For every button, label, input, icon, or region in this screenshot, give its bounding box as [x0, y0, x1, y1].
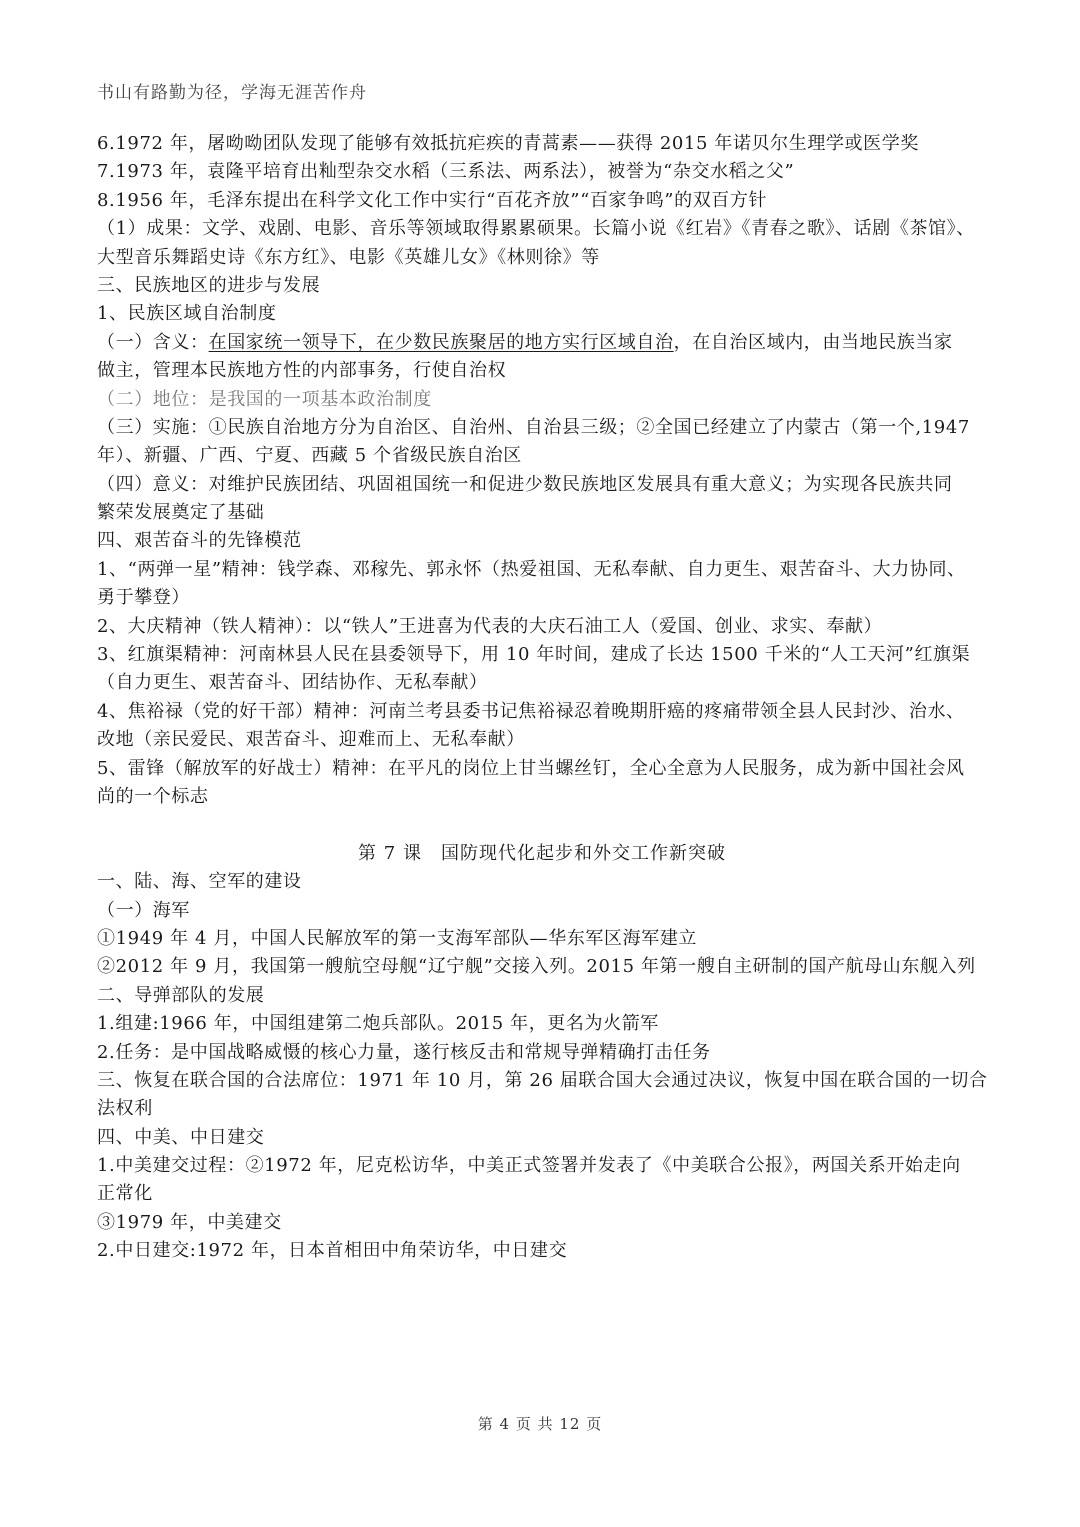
text-line: 1.组建:1966 年，中国组建第二炮兵部队。2015 年，更名为火箭军 [97, 1013, 659, 1035]
section-heading: 一、陆、海、空军的建设 [97, 871, 302, 893]
text-line: 1、“两弹一星”精神：钱学森、邓稼先、郭永怀（热爱祖国、无私奉献、自力更生、艰苦奋斗、大力协同、 [97, 558, 966, 580]
section-heading: 二、导弹部队的发展 [97, 984, 265, 1006]
text-line: （二）地位：是我国的一项基本政治制度 [97, 388, 432, 410]
text-line: ①1949 年 4 月，中国人民解放军的第一支海军部队—华东军区海军建立 [97, 927, 698, 949]
text-line: 年）、新疆、广西、宁夏、西藏 5 个省级民族自治区 [97, 445, 522, 467]
text-line: 2.中日建交:1972 年，日本首相田中角荣访华，中日建交 [97, 1240, 568, 1262]
text-line: 7.1973 年，袁隆平培育出籼型杂交水稻（三系法、两系法），被誉为“杂交水稻之父” [97, 161, 795, 183]
text-line: 法权利 [97, 1098, 153, 1120]
text-line: （自力更生、艰苦奋斗、团结协作、无私奉献） [97, 672, 488, 694]
text-line: （1）成果：文学、戏剧、电影、音乐等领域取得累累硕果。长篇小说《红岩》《青春之歌》、话剧《茶馆》、 [97, 218, 975, 240]
text-line: ③1979 年，中美建交 [97, 1211, 282, 1233]
text-line: 5、雷锋（解放军的好战士）精神：在平凡的岗位上甘当螺丝钉，全心全意为人民服务，成为新中国社会风 [97, 757, 965, 779]
lesson-title: 第 7 课 国防现代化起步和外交工作新突破 [358, 842, 726, 864]
text-line: 6.1972 年，屠呦呦团队发现了能够有效抵抗疟疾的青蒿素——获得 2015 年诺贝尔生理学或医学奖 [97, 133, 919, 154]
meaning-suffix: ，在自治区域内，由当地民族当家 [673, 331, 953, 353]
subsection-heading: （一）海军 [97, 899, 190, 921]
text-line: （四）意义：对维护民族团结、巩固祖国统一和促进少数民族地区发展具有重大意义；为实现各民族共同 [97, 473, 953, 495]
text-line: 尚的一个标志 [97, 785, 209, 807]
meaning-prefix: （一）含义： [97, 331, 209, 353]
text-line: 勇于攀登） [97, 587, 190, 609]
document-body [97, 130, 987, 1266]
text-line: 正常化 [97, 1183, 153, 1205]
text-line: 1.中美建交过程：②1972 年，尼克松访华，中美正式签署并发表了《中美联合公报》，两国关系开始走向 [97, 1155, 961, 1177]
section-heading: 四、中美、中日建交 [97, 1126, 265, 1148]
meaning-line [97, 329, 987, 357]
text-line: 3、红旗渠精神：河南林县人民在县委领导下，用 10 年时间，建成了长达 1500 千米的“人工天河”红旗渠 [97, 644, 971, 666]
section-heading: 四、艰苦奋斗的先锋模范 [97, 530, 302, 552]
section-heading: 三、民族地区的进步与发展 [97, 274, 321, 296]
meaning-underlined: 在国家统一领导下，在少数民族聚居的地方实行区域自治 [208, 331, 674, 353]
text-line: 2.任务：是中国战略威慑的核心力量，遂行核反击和常规导弹精确打击任务 [97, 1041, 711, 1063]
blank-line [97, 811, 987, 839]
text-line: ②2012 年 9 月，我国第一艘航空母舰“辽宁舰”交接入列。2015 年第一艘自主研制的国产航母山东舰入列 [97, 956, 976, 978]
text-line: 大型音乐舞蹈史诗《东方红》、电影《英雄儿女》《林则徐》等 [97, 246, 600, 268]
text-line: 做主，管理本民族地方性的内部事务，行使自治权 [97, 360, 507, 382]
page-number-footer: 第 4 页 共 12 页 [477, 1415, 603, 1433]
text-line: 改地（亲民爱民、艰苦奋斗、迎难而上、无私奉献） [97, 729, 525, 751]
page-header-motto: 书山有路勤为径，学海无涯苦作舟 [97, 83, 367, 103]
text-line: 繁荣发展奠定了基础 [97, 502, 265, 524]
text-line: 4、焦裕禄（党的好干部）精神：河南兰考县委书记焦裕禄忍着晚期肝癌的疼痛带领全县人民封沙、治水、 [97, 700, 965, 722]
text-line: 8.1956 年，毛泽东提出在科学文化工作中实行“百花齐放”“百家争鸣”的双百方针 [97, 189, 768, 211]
text-line: 2、大庆精神（铁人精神）：以“铁人”王进喜为代表的大庆石油工人（爱国、创业、求实、奉献） [97, 615, 883, 637]
text-line: 三、恢复在联合国的合法席位：1971 年 10 月，第 26 届联合国大会通过决议，恢复中国在联合国的一切合 [97, 1069, 988, 1091]
subsection-heading: 1、民族区域自治制度 [97, 303, 277, 325]
text-line: （三）实施：①民族自治地方分为自治区、自治州、自治县三级；②全国已经建立了内蒙古（第一个,1947 [97, 416, 970, 438]
